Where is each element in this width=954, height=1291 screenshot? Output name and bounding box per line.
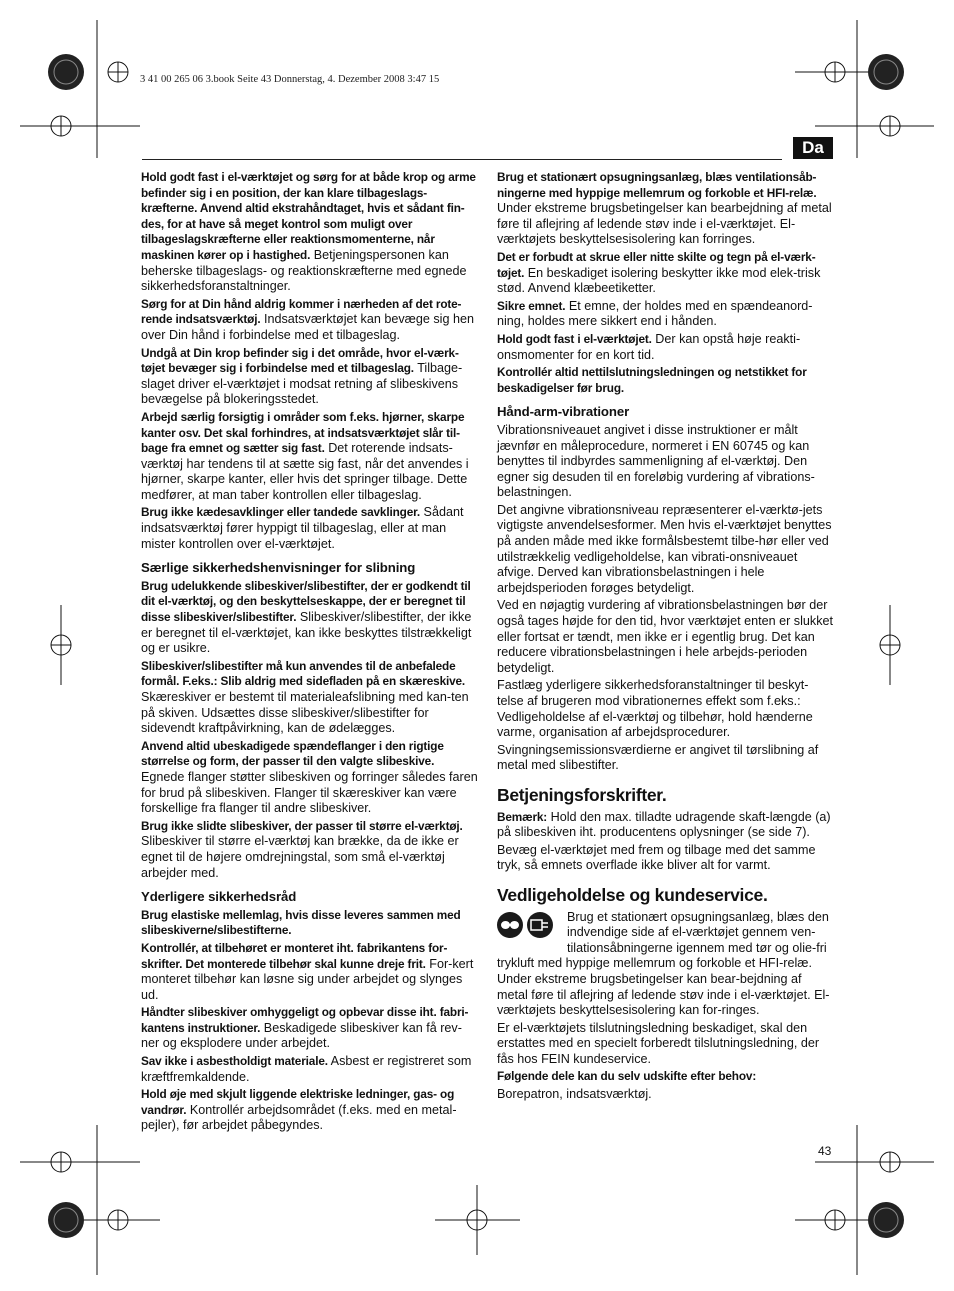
body-text: Beskadigede slibeskiver kan få rev-ner og eksplodere under arbejdet. bbox=[141, 1020, 462, 1051]
paragraph bbox=[141, 346, 478, 408]
paragraph bbox=[497, 423, 834, 501]
paragraph bbox=[497, 503, 834, 597]
language-badge: Da bbox=[793, 137, 833, 159]
paragraph bbox=[141, 410, 478, 504]
bold-lead: Kontrollér altid nettilslutningsledningen og netstikket for beskadigelser før brug. bbox=[497, 365, 807, 395]
body-text: Svingningsemissionsværdierne er angivet til tørslibning af metal med slibestifter. bbox=[497, 742, 819, 773]
body-text: Asbest er registreret som kræftfremkaldende. bbox=[141, 1054, 472, 1084]
bold-lead: Følgende dele kan du selv udskifte efter behov: bbox=[497, 1069, 757, 1084]
bold-lead: Anvend altid ubeskadigede spændeflanger i den rigtige størrelse og form, der passer til den valgte slibeskive. bbox=[141, 738, 444, 769]
bold-lead: Undgå at Din krop befinder sig i det område, hvor el-værk-tøjet bevæger sig i forbindelse med et tilbageslag. bbox=[141, 345, 459, 376]
body-text: En beskadiget isolering beskytter ikke mod elek-trisk stød. Anvend klæbeetiketter. bbox=[497, 265, 821, 296]
paragraph bbox=[141, 170, 478, 295]
body-text: Egnede flanger støtter slibeskiven og forringer således faren for brud på slibeskiven. Flanger til skæreskiver kan være forskellige fra flanger til andre slibeskiver. bbox=[141, 769, 478, 816]
body-text: Vibrationsniveauet angivet i disse instruktioner er målt jævnfør en måleprocedure, normeret i EN 60745 og kan benyttes til indbyrdes sammenligning af el-værktøj. Den egner sig desuden til en foreløbig vurdering af vibrations-belastningen. bbox=[497, 422, 815, 500]
paragraph bbox=[141, 819, 478, 881]
body-text: Sådant indsatsværktøj fører hyppigt til tilbageslag, eller at man mister kontrollen over el-værktøjet. bbox=[141, 505, 464, 551]
body-text: Fastlæg yderligere sikkerhedsforanstaltninger til beskyt-telse af brugeren mod vibrationernes effekt som f.eks.: Vedligeholdelse af el-værktøj og tilbehør, hold hænderne varme, organisation af arbejdsprocedurer. bbox=[497, 678, 813, 740]
body-text: Det roterende indsats-værktøj har tendens til at sætte sig fast, når det anvendes i hjørner, skarpe kanter, eller hvis det springer tilbage. Dette medfører, at man taber kontrollen eller tilbageslag. bbox=[141, 441, 469, 502]
paragraph bbox=[497, 250, 834, 297]
paragraph bbox=[497, 743, 834, 774]
body-text: Brug et stationært opsugningsanlæg, blæs den indvendige side af el-værktøjet gennem ven-tilationsåbningerne igennem med tør og olie-fri trykluft med hyppige mellemrum og forkoble et HFI-relæ. Under ekstreme brugsbetingelser kan bear-bejdning af metal føre til aflejring af ledende støv inde i el-værktøjet. El-værktøjets beskyttelsesisolering kan for-ringes. bbox=[497, 909, 830, 1018]
paragraph bbox=[497, 365, 834, 396]
body-text: Slibeskiver til større el-værktøj kan brække, da de ikke er egnet til de højere omdrejningstal, som små el-værktøj arbejder med. bbox=[141, 834, 459, 880]
section-heading: Betjeningsforskrifter. bbox=[497, 784, 667, 805]
paragraph bbox=[141, 908, 478, 939]
bold-lead: Slibeskiver/slibestifter må kun anvendes til de anbefalede formål. F.eks.: Slib aldrig med sidefladen på en skæreskive. bbox=[141, 658, 466, 689]
bold-lead: Brug udelukkende slibeskiver/slibestifter, der er godkendt til dit el-værktøj, og den beskyttelseskappe, der er beregnet til disse slibeskiver/slibestifter. bbox=[141, 578, 471, 625]
paragraph bbox=[497, 299, 834, 330]
bold-lead: Det er forbudt at skrue eller nitte skilte og tegn på el-værk-tøjet. bbox=[497, 249, 816, 280]
bold-lead: Arbejd særlig forsigtig i områder som f.eks. hjørner, skarpe kanter osv. Det skal forhindres, at indsatsværktøjet slår til-bage fra emnet og sætter sig fast. bbox=[141, 409, 465, 456]
paragraph bbox=[141, 941, 478, 1003]
bold-lead: Sav ikke i asbestholdigt materiale. bbox=[141, 1054, 328, 1069]
body-text: Borepatron, indsatsværktøj. bbox=[497, 1087, 652, 1102]
paragraph bbox=[497, 1087, 834, 1103]
paragraph bbox=[497, 843, 834, 874]
body-text: Slibeskiver/slibestifter, der ikke er beregnet til el-værktøjet, kan ikke beskyttes tilstrækkeligt og er usikre. bbox=[141, 610, 472, 656]
bold-lead: Hold godt fast i el-værktøjet og sørg for at både krop og arme befinder sig i en position, der kan klare tilbageslags-kræfterne. Anvend altid ekstrahåndtaget, hvis et sådant fin-des, for at have så meget kontrol som muligt over tilbageslagskræfterne eller reaktionsmomenterne, når maskinen kører op i hastighed. bbox=[141, 170, 476, 262]
paragraph bbox=[141, 1087, 478, 1134]
body-text: Betjeningspersonen kan beherske tilbageslags- og reaktionskræfterne med egnede sikkerhedsforanstaltninger. bbox=[141, 247, 467, 294]
paragraph bbox=[141, 579, 478, 657]
unplug-icon bbox=[527, 912, 553, 938]
safety-icons bbox=[497, 912, 561, 942]
paragraph bbox=[497, 1069, 834, 1085]
page-number: 43 bbox=[818, 1144, 832, 1158]
section-subheading: Særlige sikkerhedshenvisninger for slibning bbox=[141, 560, 416, 576]
body-text: Det angivne vibrationsniveau repræsenterer el-værktø-jets vigtigste anvendelsesformer. Men hvis el-værktøjet benyttes på anden måde med ikke formålsbestemt tilbe-hør eller ved utilstrækkelig vedligeholdelse, kan vibrati-onsniveauet afvige. Derved kan vibrationsbelastningen i hele arbejdsperioden forøges betydeligt. bbox=[497, 502, 832, 595]
bold-lead: Brug et stationært opsugningsanlæg, blæs ventilationsåb-ningerne med hyppige mellemrum og forkoble et HFI-relæ. bbox=[497, 170, 817, 200]
paragraph bbox=[141, 659, 478, 737]
bold-lead: Sørg for at Din hånd aldrig kommer i nærheden af det rote-rende indsatsværktøj. bbox=[141, 296, 462, 327]
paragraph bbox=[141, 1054, 478, 1085]
paragraph bbox=[497, 910, 834, 1019]
paragraph bbox=[141, 297, 478, 344]
bold-lead: Brug elastiske mellemlag, hvis disse leveres sammen med slibeskiverne/slibestifterne. bbox=[141, 907, 461, 938]
print-info-line: 3 41 00 265 06 3.book Seite 43 Donnerstag, 4. Dezember 2008 3:47 15 bbox=[140, 74, 440, 85]
body-text: Kontrollér arbejdsområdet (f.eks. med en metal-pejler), før arbejdet påbegyndes. bbox=[141, 1102, 457, 1133]
section-heading: Vedligeholdelse og kundeservice. bbox=[497, 884, 768, 905]
body-text: Er el-værktøjets tilslutningsledning beskadiget, skal den erstattes med en specielt forberedt tilslutningsledning, der fås hos FEIN kundeservice. bbox=[497, 1020, 820, 1066]
bold-lead: Brug ikke kædesavklinger eller tandede savklinger. bbox=[141, 505, 421, 520]
bold-lead: Sikre emnet. bbox=[497, 298, 566, 313]
bold-lead: Hold øje med skjult liggende elektriske ledninger, gas- og vandrør. bbox=[141, 1087, 455, 1117]
paragraph bbox=[141, 505, 478, 552]
left-column bbox=[141, 170, 478, 1136]
right-column bbox=[497, 170, 834, 1105]
bold-lead: Bemærk: bbox=[497, 809, 548, 824]
paragraph bbox=[141, 739, 478, 817]
body-text: Et emne, der holdes med en spændeanord-ning, holdes mere sikkert end i hånden. bbox=[497, 298, 813, 329]
bold-lead: Kontrollér, at tilbehøret er monteret iht. fabrikantens for-skrifter. Det monterede tilbehør skal kunne dreje frit. bbox=[141, 940, 448, 971]
bold-lead: Hold godt fast i el-værktøjet. bbox=[497, 331, 652, 346]
body-text: Under ekstreme brugsbetingelser kan bearbejdning af metal føre til aflejring af ledende støv inde i el-værktøjet. El-værktøjets beskyttelsesisolering kan forringes. bbox=[497, 201, 832, 247]
body-text: Tilbage-slaget driver el-værktøjet i modsat retning af slibeskivens bevægelse på blokeringsstedet. bbox=[141, 361, 463, 407]
body-text: Der kan opstå høje reakti-onsmomenter for en kort tid. bbox=[497, 331, 801, 362]
body-text: Ved en nøjagtig vurdering af vibrationsbelastningen bør der også tages højde for den tid, hvor værktøjet enten er slukket eller fortsat er tændt, men ikke er i egentlig brug. Det kan reducere vibrationsbelastningen i hele arbejds-perioden betydeligt. bbox=[497, 598, 834, 675]
section-subheading: Yderligere sikkerhedsråd bbox=[141, 889, 297, 905]
header-rule bbox=[142, 159, 782, 160]
safety-goggles-icon bbox=[497, 912, 523, 938]
paragraph bbox=[141, 1005, 478, 1052]
paragraph bbox=[497, 678, 834, 740]
body-text: For-kert monteret tilbehør kan løsne sig under arbejdet og slynges ud. bbox=[141, 956, 474, 1002]
bold-lead: Håndter slibeskiver omhyggeligt og opbevar disse iht. fabri-kantens instruktioner. bbox=[141, 1005, 469, 1035]
paragraph bbox=[497, 332, 834, 363]
body-text: Skæreskiver er bestemt til materialeafslibning med kan-ten på skiven. Udsættes disse slibeskiver/slibestifter for sidevendt kraftpåvirkning, kan de ødelægges. bbox=[141, 690, 469, 736]
body-text: Hold den max. tilladte udragende skaft-længde (a) på slibeskiven iht. producentens oplysninger (se side 7). bbox=[497, 809, 831, 840]
paragraph bbox=[497, 810, 834, 841]
paragraph bbox=[497, 598, 834, 676]
paragraph bbox=[497, 1021, 834, 1068]
body-text: Indsatsværktøjet kan bevæge sig hen over Din hånd i forbindelse med et tilbageslag. bbox=[141, 312, 474, 342]
bold-lead: Brug ikke slidte slibeskiver, der passer til større el-værktøj. bbox=[141, 818, 463, 833]
paragraph bbox=[497, 170, 834, 248]
body-text: Bevæg el-værktøjet med frem og tilbage med det samme tryk, så emnets overflade ikke bliver alt for varmt. bbox=[497, 842, 816, 873]
section-subheading: Hånd-arm-vibrationer bbox=[497, 404, 630, 420]
